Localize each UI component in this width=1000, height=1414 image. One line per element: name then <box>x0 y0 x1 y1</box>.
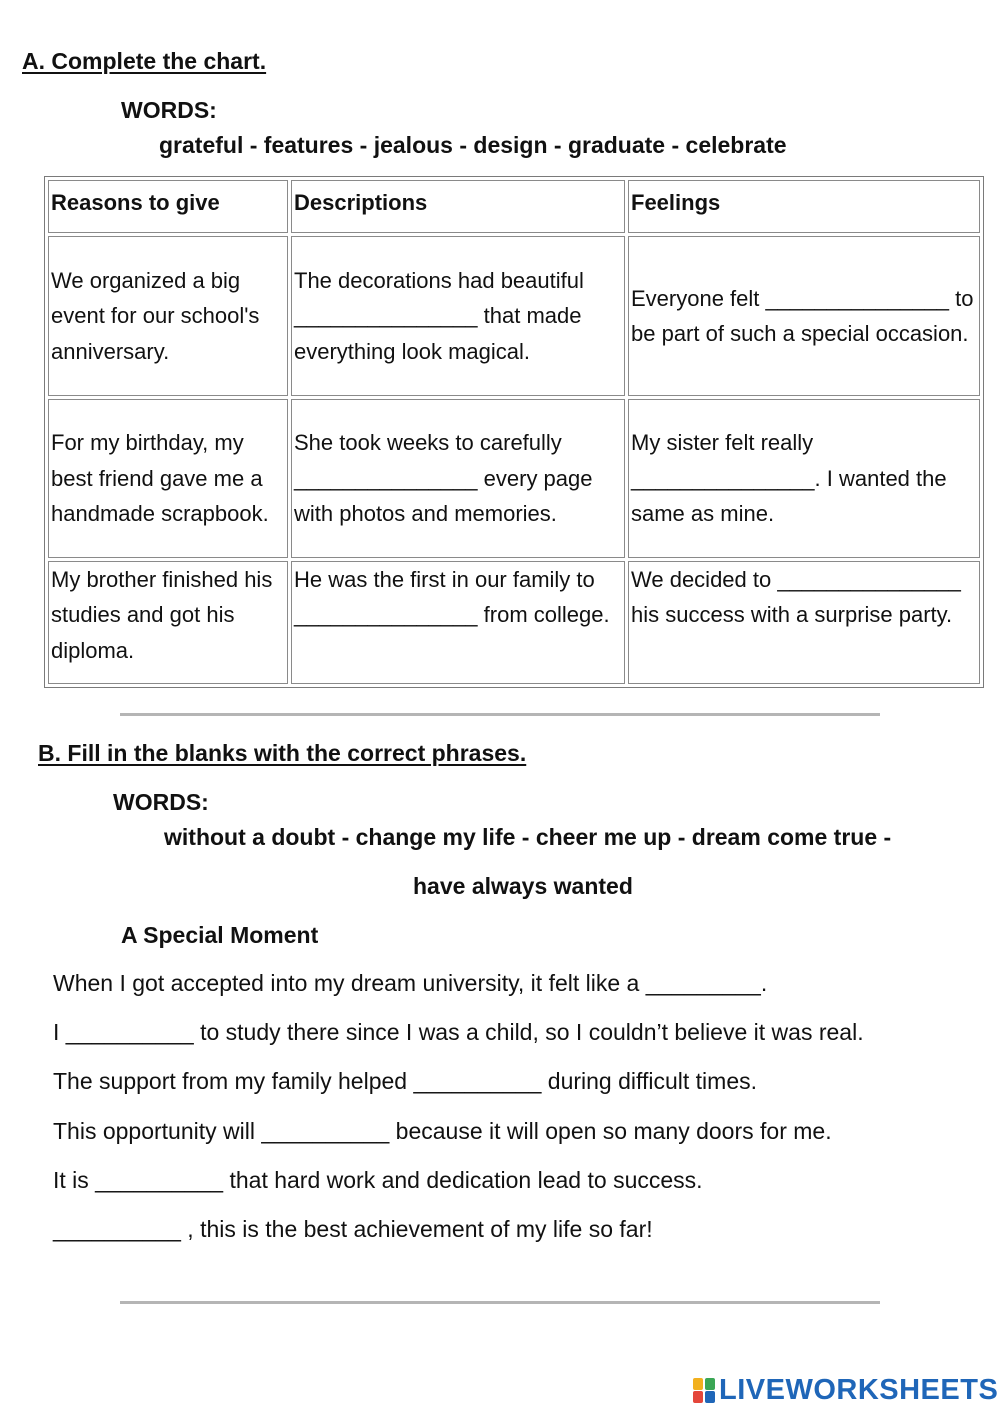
chart-row <box>48 399 980 558</box>
chart-header-row <box>48 180 980 233</box>
section-a-word-bank: grateful - features - jealous - design - graduate - celebrate <box>159 132 787 158</box>
section-b-word-bank-line1: without a doubt - change my life - cheer me up - dream come true - <box>164 824 892 850</box>
row2-reason: For my birthday, my best friend gave me a handmade scrapbook. <box>48 399 288 558</box>
logo-blocks-icon <box>693 1376 717 1404</box>
logo-text: LIVEWORKSHEETS <box>719 1373 999 1406</box>
row1-description[interactable]: The decorations had beautiful _______________ that made everything look magical. <box>291 236 625 395</box>
header-feelings: Feelings <box>628 180 980 233</box>
divider-line <box>120 713 880 716</box>
chart-row <box>48 561 980 684</box>
story-sentence[interactable]: I __________ to study there since I was a child, so I couldn’t believe it was real. <box>53 1019 864 1045</box>
header-reasons: Reasons to give <box>48 180 288 233</box>
row3-reason: My brother finished his studies and got his diploma. <box>48 561 288 684</box>
story-sentence[interactable]: __________ , this is the best achievement of my life so far! <box>53 1216 653 1242</box>
completion-chart <box>44 176 984 688</box>
row3-feeling[interactable]: We decided to _______________ his success with a surprise party. <box>628 561 980 684</box>
story-sentence[interactable]: The support from my family helped __________ during difficult times. <box>53 1068 758 1094</box>
chart-row <box>48 236 980 395</box>
divider-line <box>120 1301 880 1304</box>
liveworksheets-logo <box>693 1373 998 1407</box>
story-sentence[interactable]: When I got accepted into my dream university, it felt like a _________. <box>53 970 768 996</box>
story-title: A Special Moment <box>121 922 319 948</box>
section-b-words-label: WORDS: <box>113 789 209 815</box>
section-b-title: B. Fill in the blanks with the correct phrases. <box>38 740 527 766</box>
section-a-words-label: WORDS: <box>121 97 217 123</box>
row2-feeling[interactable]: My sister felt really _______________. I wanted the same as mine. <box>628 399 980 558</box>
header-descriptions: Descriptions <box>291 180 625 233</box>
row1-reason: We organized a big event for our school's anniversary. <box>48 236 288 395</box>
story-sentence[interactable]: It is __________ that hard work and dedication lead to success. <box>53 1167 703 1193</box>
section-b-word-bank-line2: have always wanted <box>413 873 633 899</box>
section-a-title: A. Complete the chart. <box>22 48 267 74</box>
story-sentence[interactable]: This opportunity will __________ because it will open so many doors for me. <box>53 1118 832 1144</box>
row1-feeling[interactable]: Everyone felt _______________ to be part of such a special occasion. <box>628 236 980 395</box>
row3-description[interactable]: He was the first in our family to _______________ from college. <box>291 561 625 684</box>
row2-description[interactable]: She took weeks to carefully _______________ every page with photos and memories. <box>291 399 625 558</box>
